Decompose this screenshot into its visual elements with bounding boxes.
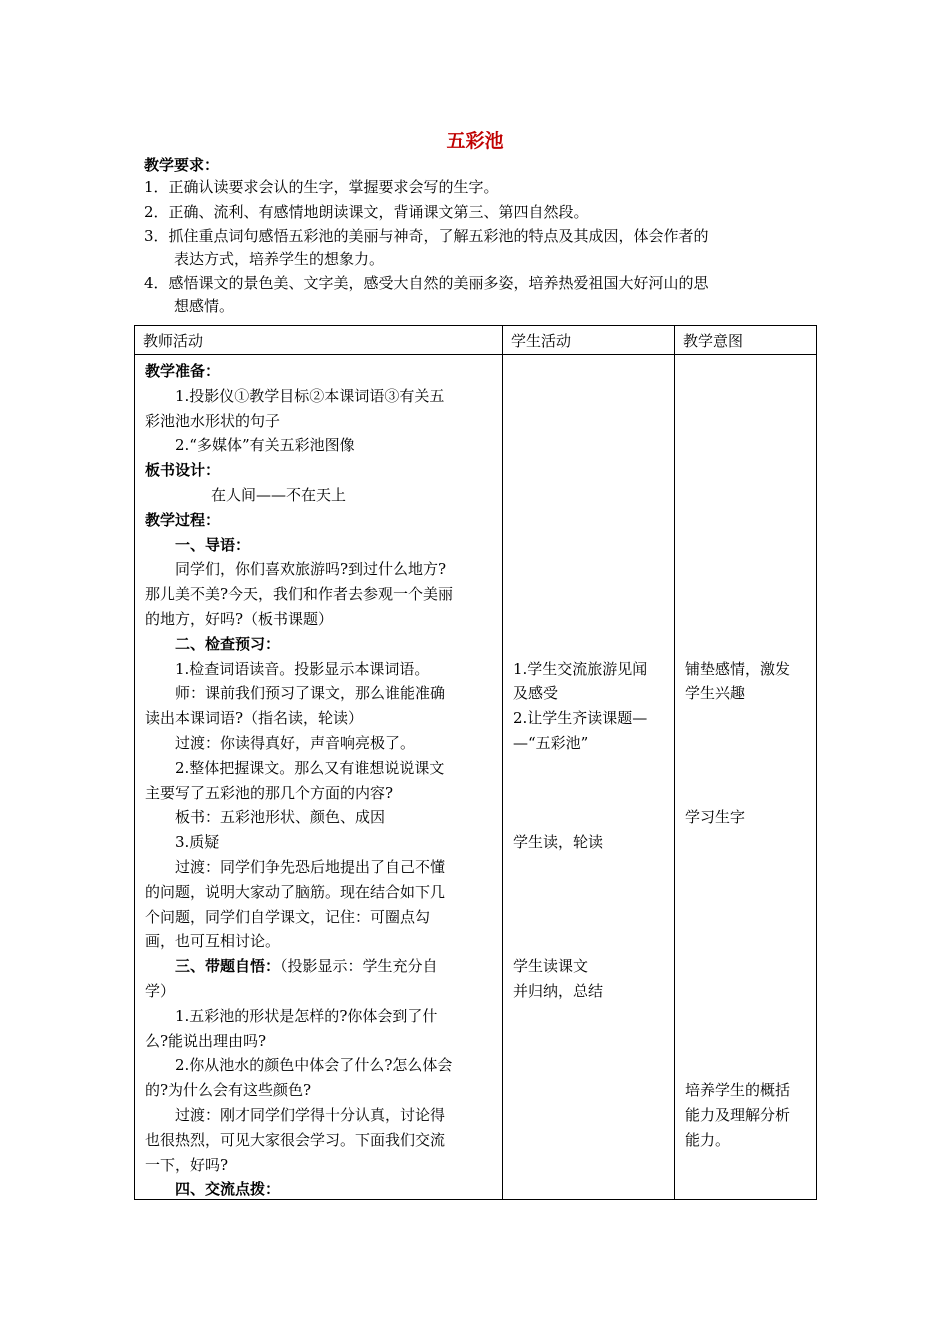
teacher-activity-line bbox=[145, 533, 496, 558]
header-teacher-activity: 教师活动 bbox=[135, 326, 503, 355]
table-header-row bbox=[135, 326, 817, 355]
teacher-activity-line bbox=[145, 557, 496, 582]
teacher-activity-text: 二、检查预习： bbox=[175, 634, 281, 653]
teacher-activity-text: 么?能说出理由吗? bbox=[145, 1031, 267, 1050]
teacher-activity-line bbox=[145, 607, 496, 632]
teacher-activity-text: 的地方，好吗?（板书课题） bbox=[145, 610, 334, 628]
requirements-list bbox=[144, 176, 804, 319]
teacher-activity-text: 过渡：你读得真好，声音响亮极了。 bbox=[175, 734, 416, 752]
teacher-activity-line bbox=[145, 582, 496, 607]
teacher-activity-text: 师：课前我们预习了课文，那么谁能准确 bbox=[175, 684, 446, 703]
teacher-activity-line bbox=[145, 1004, 496, 1029]
teacher-activity-text: 学） bbox=[145, 982, 176, 1000]
teacher-activity-text: 个问题，同学们自学课文，记住：可圈点勾 bbox=[145, 907, 431, 926]
requirement-item bbox=[144, 201, 804, 224]
teacher-activity-text: 彩池池水形状的句子 bbox=[145, 411, 281, 430]
teacher-activity-note: （投影显示：学生充分自 bbox=[280, 957, 438, 976]
requirement-line: 1．正确认读要求会认的生字，掌握要求会写的生字。 bbox=[144, 178, 499, 196]
teacher-activity-line bbox=[145, 359, 496, 384]
teacher-activity-text: 的问题，说明大家动了脑筋。现在结合如下几 bbox=[145, 882, 446, 901]
student-activity-line: 并归纳，总结 bbox=[513, 982, 604, 1000]
teacher-activity-line bbox=[145, 706, 496, 731]
teacher-activity-text: 主要写了五彩池的那几个方面的内容? bbox=[145, 783, 394, 802]
teacher-activity-line bbox=[145, 458, 496, 483]
teacher-activity-line bbox=[145, 1053, 496, 1078]
teacher-activity-text: 教学准备： bbox=[145, 362, 221, 380]
teacher-activity-line bbox=[145, 1128, 496, 1153]
student-activity-line: 学生读课文 bbox=[513, 957, 589, 976]
teacher-activity-line bbox=[145, 979, 496, 1004]
requirement-line: 3．抓住重点词句感悟五彩池的美丽与神奇，了解五彩池的特点及其成因，体会作者的 bbox=[144, 227, 709, 245]
requirement-line: 4．感悟课文的景色美、文字美，感受大自然的美丽多姿，培养热爱祖国大好河山的思 bbox=[144, 274, 709, 292]
page-title: 五彩池 bbox=[446, 130, 504, 152]
teacher-activity-line bbox=[145, 781, 496, 806]
teaching-intent-cell bbox=[675, 355, 817, 1200]
teacher-activity-text: 1.五彩池的形状是怎样的?你体会到了什 bbox=[175, 1006, 438, 1025]
student-activity-line: 2.让学生齐读课题— bbox=[513, 709, 648, 728]
teacher-activity-text: 一下，好吗? bbox=[145, 1155, 229, 1174]
teacher-activity-text: 2.整体把握课文。那么又有谁想说说课文 bbox=[175, 758, 445, 777]
teacher-activity-text: 画，也可互相讨论。 bbox=[145, 932, 281, 951]
student-activity-line: 及感受 bbox=[513, 684, 559, 703]
teacher-activity-line bbox=[145, 880, 496, 905]
teaching-intent-line: 能力及理解分析 bbox=[685, 1106, 791, 1124]
teacher-activity-text: 三、带题自悟： bbox=[175, 957, 281, 976]
teaching-intent-line: 学生兴趣 bbox=[685, 684, 746, 703]
teacher-activity-line bbox=[145, 731, 496, 756]
teacher-activity-text: 1.投影仪①教学目标②本课词语③有关五 bbox=[175, 386, 445, 405]
teacher-activity-line bbox=[145, 830, 496, 855]
teacher-activity-line bbox=[145, 483, 496, 508]
teacher-activity-text: 3.质疑 bbox=[175, 833, 220, 852]
student-activity-cell bbox=[503, 355, 675, 1200]
teacher-activity-text: 2.“多媒体”有关五彩池图像 bbox=[175, 436, 355, 455]
teacher-activity-line bbox=[145, 681, 496, 706]
teacher-activity-text: 板书：五彩池形状、颜色、成因 bbox=[175, 808, 386, 827]
teacher-activity-text: 一、导语： bbox=[175, 535, 251, 554]
teacher-activity-text: 2.你从池水的颜色中体会了什么?怎么体会 bbox=[175, 1056, 453, 1075]
teacher-activity-cell bbox=[135, 355, 503, 1200]
teacher-activity-line bbox=[145, 508, 496, 533]
teacher-activity-line bbox=[145, 1029, 496, 1054]
requirement-line-continued: 表达方式，培养学生的想象力。 bbox=[174, 249, 385, 268]
teacher-activity-line bbox=[145, 1153, 496, 1178]
teacher-activity-line bbox=[145, 855, 496, 880]
teaching-intent-line: 学习生字 bbox=[685, 808, 746, 827]
lesson-plan-table bbox=[134, 325, 817, 1200]
teaching-intent-line: 能力。 bbox=[685, 1130, 731, 1149]
teacher-activity-line bbox=[145, 756, 496, 781]
teacher-activity-text: 的?为什么会有这些颜色? bbox=[145, 1081, 312, 1100]
teacher-activity-line bbox=[145, 657, 496, 682]
teacher-activity-text: 也很热烈，可见大家很会学习。下面我们交流 bbox=[145, 1130, 446, 1149]
teacher-activity-text: 在人间——不在天上 bbox=[211, 486, 347, 504]
teacher-activity-line bbox=[145, 905, 496, 930]
teacher-activity-text: 同学们，你们喜欢旅游吗?到过什么地方? bbox=[175, 560, 447, 579]
student-activity-line: 1.学生交流旅游见闻 bbox=[513, 659, 648, 678]
teacher-activity-line bbox=[145, 805, 496, 830]
teacher-activity-text: 读出本课词语?（指名读，轮读） bbox=[145, 709, 364, 728]
teaching-intent-line: 铺垫感情，激发 bbox=[685, 659, 791, 678]
teacher-activity-line bbox=[145, 409, 496, 434]
student-activity-line: —“五彩池” bbox=[513, 734, 589, 752]
teacher-activity-text: 四、交流点拨： bbox=[175, 1180, 281, 1199]
header-student-activity: 学生活动 bbox=[503, 326, 675, 355]
requirement-item bbox=[144, 176, 804, 199]
teacher-activity-text: 过渡：刚才同学们学得十分认真，讨论得 bbox=[175, 1106, 446, 1124]
teacher-activity-line bbox=[145, 1177, 496, 1202]
student-activity-line: 学生读，轮读 bbox=[513, 833, 604, 852]
teaching-intent-line: 培养学生的概括 bbox=[685, 1081, 791, 1100]
teacher-activity-line bbox=[145, 632, 496, 657]
teacher-activity-line bbox=[145, 384, 496, 409]
teacher-activity-text: 板书设计： bbox=[145, 461, 221, 480]
requirement-item bbox=[144, 272, 804, 317]
teacher-activity-line bbox=[145, 929, 496, 954]
teacher-activity-text: 过渡：同学们争先恐后地提出了自己不懂 bbox=[175, 858, 446, 876]
teacher-activity-line bbox=[145, 1078, 496, 1103]
teacher-activity-text: 教学过程： bbox=[145, 510, 221, 529]
header-teaching-intent: 教学意图 bbox=[675, 326, 817, 355]
teacher-activity-line bbox=[145, 433, 496, 458]
requirement-line: 2．正确、流利、有感情地朗读课文，背诵课文第三、第四自然段。 bbox=[144, 202, 589, 221]
requirements-heading: 教学要求： bbox=[144, 156, 220, 174]
requirement-item bbox=[144, 225, 804, 270]
teacher-activity-text: 1.检查词语读音。投影显示本课词语。 bbox=[175, 659, 430, 678]
teacher-activity-text: 那儿美不美?今天，我们和作者去参观一个美丽 bbox=[145, 585, 454, 604]
teacher-activity-line bbox=[145, 954, 496, 979]
requirement-line-continued: 想感情。 bbox=[174, 296, 235, 315]
table-body-row bbox=[135, 355, 817, 1200]
teacher-activity-line bbox=[145, 1103, 496, 1128]
